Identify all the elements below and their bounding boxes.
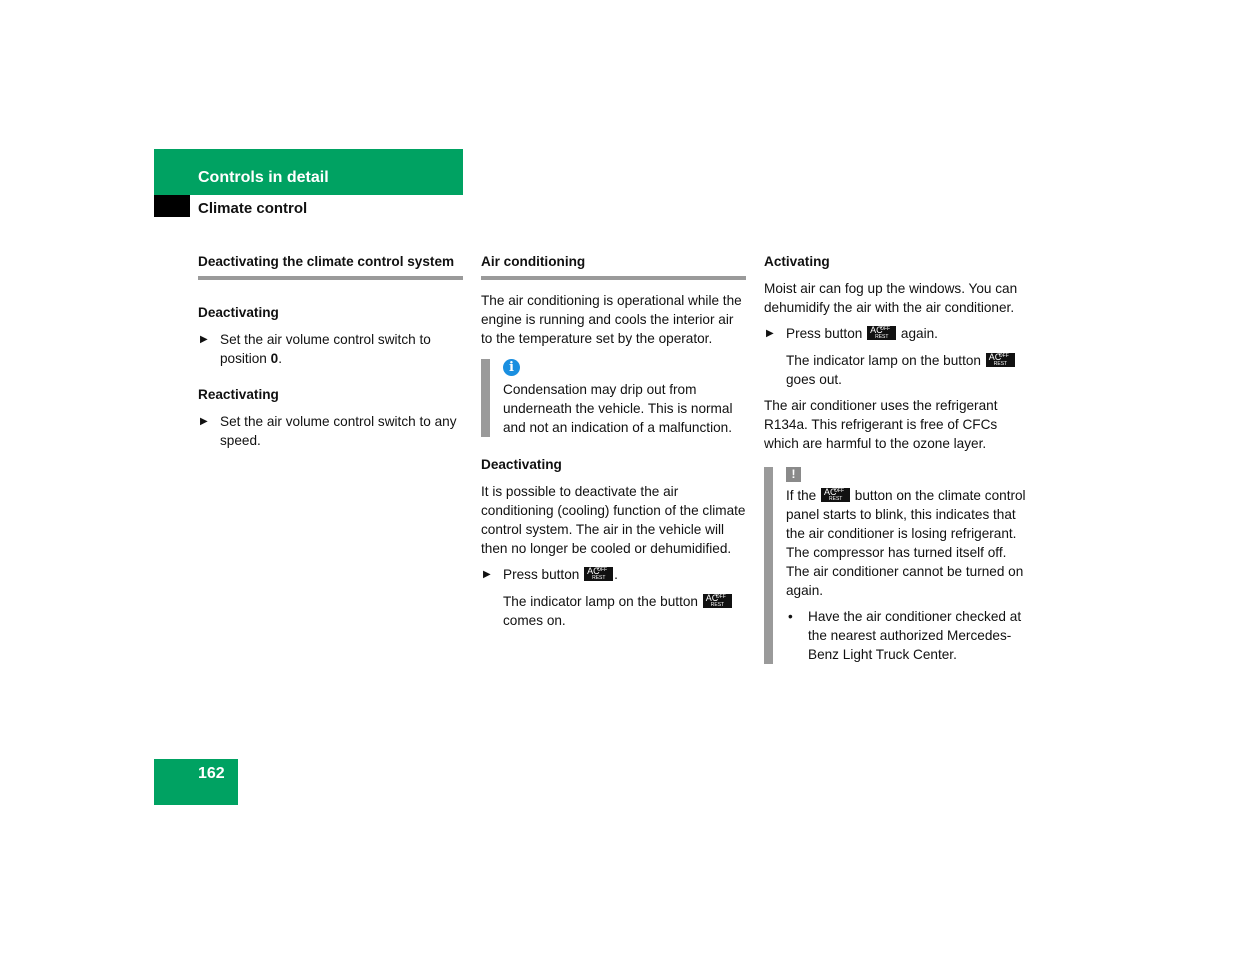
ac-off-rest-button-icon: AC OFF REST: [703, 594, 732, 608]
ac-off-rest-button-icon: AC OFF REST: [986, 353, 1015, 367]
column-2: [481, 253, 746, 630]
ac-off-rest-button-icon: AC OFF REST: [821, 488, 850, 502]
reactivating-step: ▶ Set the air volume control switch to any speed.: [200, 414, 457, 448]
bullet-icon: •: [788, 609, 793, 624]
warning-text: If the AC OFF REST button on the climate control panel starts to blink, this indicates that the air conditioner is losing refrigerant. The compressor has turned itself off. The air conditioner cannot be turned on again.: [786, 487, 1026, 598]
deactivating-text: It is possible to deactivate the air conditioning (cooling) function of the climate control system. The air in the vehicle will then no longer be cooled or dehumidified.: [481, 484, 746, 556]
activating-heading: Activating: [764, 254, 830, 269]
note-bar: [481, 359, 490, 437]
indicator-result: The indicator lamp on the button AC OFF REST comes on.: [481, 592, 746, 630]
deactivating-subheading: Deactivating: [481, 457, 562, 472]
info-icon: i: [503, 359, 520, 376]
section-title: Controls in detail: [198, 169, 329, 186]
press-button-step: ▶ Press button AC OFF REST .: [483, 566, 618, 582]
step-arrow-icon: ▶: [766, 328, 774, 339]
heading-rule: [198, 276, 463, 280]
deactivating-system-heading: Deactivating the climate control system: [198, 254, 455, 269]
reactivating-subheading: Reactivating: [198, 387, 279, 402]
column-3: [764, 253, 1030, 664]
column-1: [198, 253, 463, 450]
page-number-box: [154, 759, 238, 805]
subsection-marker: [154, 195, 190, 217]
deactivating-subheading: Deactivating: [198, 305, 279, 320]
activating-intro: Moist air can fog up the windows. You can dehumidify the air with the air conditioner.: [764, 281, 1018, 315]
step-arrow-icon: ▶: [483, 569, 491, 580]
note-bar: [764, 467, 773, 664]
info-note: [481, 359, 746, 437]
warning-note: [764, 467, 1030, 664]
list-item: • Have the air conditioner checked at the nearest authorized Mercedes-Benz Light Truck Center.: [788, 609, 1022, 662]
deactivating-step: ▶ Set the air volume control switch to position 0.: [200, 332, 431, 366]
ac-off-rest-button-icon: AC OFF REST: [584, 567, 613, 581]
air-conditioning-heading: Air conditioning: [481, 254, 586, 269]
warning-icon: !: [786, 467, 801, 482]
refrigerant-text: The air conditioner uses the refrigerant R134a. This refrigerant is free of CFCs which are harmful to the ozone layer.: [764, 398, 998, 451]
step-arrow-icon: ▶: [200, 416, 208, 427]
info-text: Condensation may drip out from underneath the vehicle. This is normal and not an indication of a malfunction.: [503, 382, 733, 435]
heading-rule: [481, 276, 746, 280]
ac-off-rest-button-icon: AC OFF REST: [867, 326, 896, 340]
step-arrow-icon: ▶: [200, 334, 208, 345]
indicator-result: The indicator lamp on the button AC OFF REST goes out.: [764, 351, 1030, 389]
subsection-title: Climate control: [198, 200, 308, 217]
air-conditioning-intro: The air conditioning is operational while the engine is running and cools the interior air to the temperature set by the operator.: [481, 293, 742, 346]
press-button-step: ▶ Press button AC OFF REST again.: [766, 325, 938, 341]
page-number: 162: [198, 765, 225, 782]
